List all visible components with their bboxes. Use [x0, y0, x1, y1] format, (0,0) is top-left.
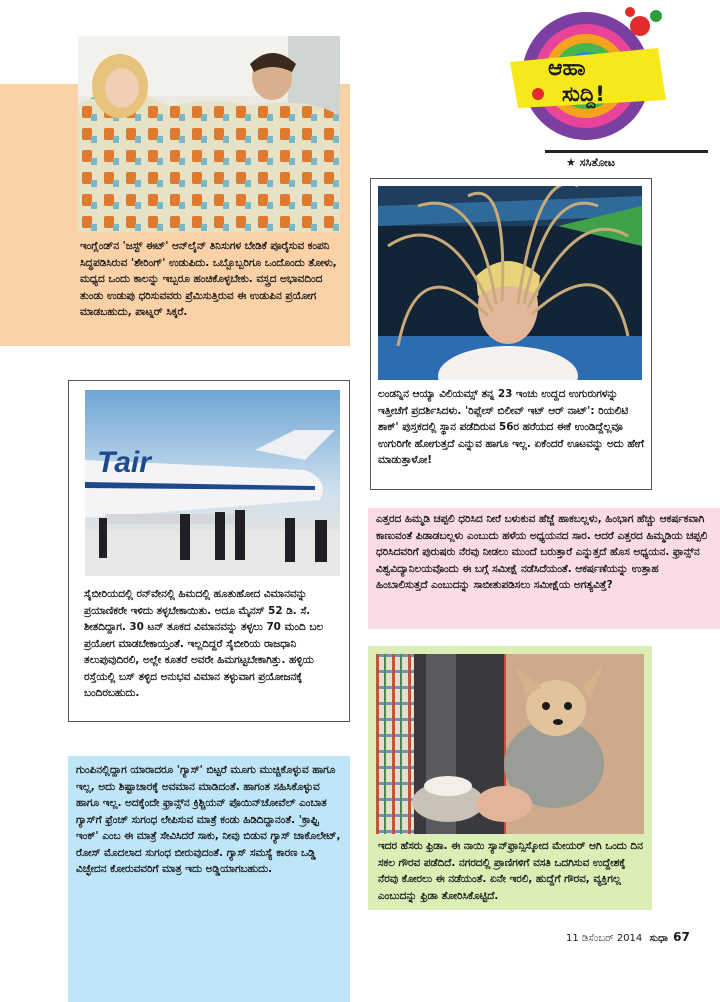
section-label: [566, 156, 615, 170]
logo-text-suddi: ಸುದ್ದಿ!: [562, 82, 605, 106]
onesie-caption-box: [80, 238, 342, 321]
dog-caption: ಇದರ ಹೆಸರು ಫ್ರಿಡಾ. ಈ ನಾಯಿ ಸ್ಯಾನ್‌ಫ್ರಾನ್ಸಿಸ್ಕೋದ ಮೇಯರ್ ಆಗಿ ಒಂದು ದಿನ ಸಕಲ ಗೌರವ ಪಡೆದಿದೆ. ನಗರದಲ್ಲಿ ಪ್ರಾಣಿಗಳಿಗೆ ವಸತಿ ಒದಗಿಸುವ ಉದ್ದೇಶಕ್ಕೆ ನೆರವು ಕೋರಲು ಈ ನಡೆಯಂತೆ. ಏನೇ ಇರಲಿ, ಹುದ್ದೆಗೆ ಗೌರವ, ವ್ಯಕ್ತಿಗಲ್ಲ ಎಂಬುದನ್ನು ಫ್ರಿಡಾ ತೋರಿಸಿಕೊಟ್ಟಿದೆ.: [378, 840, 643, 902]
star-icon: ★: [566, 156, 580, 169]
footer-date: 11 ಡಿಸೆಂಬರ್ 2014: [566, 933, 643, 944]
logo-rings-graphic: [508, 4, 676, 144]
logo-text-aha: ಆಹಾ: [548, 56, 586, 81]
nails-caption-box: [378, 386, 646, 469]
plane-airline-logo: Tair: [97, 446, 151, 479]
section-label-text: ಸಸಿತೋಟ: [579, 156, 616, 169]
dog-photo: [376, 654, 644, 834]
nails-photo: [378, 186, 642, 380]
footer-page-number: 67: [673, 930, 690, 944]
nails-caption: ಲಂಡನ್ನಿನ ಆಯ್ಯಾ ವಿಲಿಯಮ್ಸ್ ತನ್ನ 23 ಇಂಚು ಉದ್ದದ ಉಗುರುಗಳನ್ನು ಇತ್ತೀಚೆಗೆ ಪ್ರದರ್ಶಿಸಿದಳು. 'ರಿಪ್ಲೇಸ್ ಬಿಲೀವ್ ಇಟ್ ಆರ್ ನಾಟ್': ರಿಯಲಿಟಿ ಶಾಕ್' ಪುಸ್ತಕದಲ್ಲಿ ಸ್ಥಾನ ಪಡೆದಿರುವ 56ರ ಹರೆಯದ ಈಕೆ ಉಂಡಿದ್ದೆಲ್ಲವೂ ಉಗುರಿಗೇ ಹೋಗುತ್ತದೆ ಎನ್ನುವ ಹಾಗೂ ಇಲ್ಲ. ಏಕೆಂದರೆ ಊಟವನ್ನು ಅದು ಹೇಗೆ ಮಾಡುತ್ತಾಳೋ!: [378, 388, 644, 466]
plane-caption-box: [84, 586, 342, 702]
heels-caption-box: [376, 511, 712, 594]
section-rule: [545, 150, 708, 153]
dog-caption-box: [378, 838, 648, 904]
onesie-caption: ಇಂಗ್ಲೆಂಡ್‌ನ 'ಜಸ್ಟ್ ಈಟ್' ಆನ್‌ಲೈನ್ ತಿನಿಸುಗಳ ಬೇಡಿಕೆ ಪೂರೈಸುವ ಕಂಪನಿ ಸಿದ್ಧಪಡಿಸಿರುವ 'ಶೇರಿಂಗ್' ಉಡುಪಿದು. ಒಬ್ಬೊಬ್ಬರಿಗೂ ಒಂದೊಂದು ತೋಳು, ಮಧ್ಯದ ಒಂದು ಕಾಲನ್ನು ಇಬ್ಬರೂ ಹಂಚಿಕೊಳ್ಳಬೇಕು. ವಸ್ತ್ರದ ಅಭಾವದಿಂದ ತುಂಡು ಉಡುಪು ಧರಿಸುವವರು ಪ್ರೆಮಿಸುತ್ತಿರುವ ಈ ಉಡುಪಿನ ಪ್ರಯೋಗ ಮಾಡಬಹುದು, ಪಾಟ್ನರ್ ಸಿಕ್ಕರೆ.: [80, 240, 337, 318]
gas-caption-box: [76, 762, 344, 878]
gas-caption: ಗುಂಪಿನಲ್ಲಿದ್ದಾಗ ಯಾರಾದರೂ 'ಗ್ಯಾಸ್' ಬಿಟ್ಟರೆ ಮೂಗು ಮುಚ್ಚಿಕೊಳ್ಳುವ ಹಾಗೂ ಇಲ್ಲ, ಅದು ಶಿಷ್ಟಾಚಾರಕ್ಕೆ ಅವಮಾನ ಮಾಡಿದಂತೆ. ಹಾಗಂತ ಸಹಿಸಿಕೊಳ್ಳುವ ಹಾಗೂ ಇಲ್ಲ. ಅದಕ್ಕೆಂದೇ ಫ್ರಾನ್ಸ್‌ನ ಕ್ರಿಶ್ಚಿಯನ್ ಪೊಯಿನ್‌ಚೋವೆಲ್ ಎಂಬಾತ ಗ್ಯಾಸ್‌ಗೆ ಫ್ರೆಂಚ್ ಸುಗಂಧ ಲೇಪಿಸುವ ಮಾತ್ರೆ ಕಂಡು ಹಿಡಿದಿದ್ದಾನಂತೆ. 'ಕ್ರಾಫ್ಟಿ ಇಂಕ್' ಎಂಬ ಈ ಮಾತ್ರೆ ಸೇವಿಸಿದರೆ ಸಾಕು, ನೀವು ಬಿಡುವ ಗ್ಯಾಸ್ ಚಾಕೊಲೇಟ್, ರೋಸ್ ಮೊದಲಾದ ಸುಗಂಧ ಬೀರುವುದಂತೆ. ಗ್ಯಾಸ್ ಸಮಸ್ಯೆ ಕಾರಣ ಒಡ್ಡಿ ವಿಚ್ಛೇದನ ಕೋರುವವರಿಗೆ ಮಾತ್ರ ಇದು ಅಡ್ಡಿಯಾಗಬಹುದು.: [76, 764, 341, 875]
onesie-photo: [78, 36, 340, 232]
footer-magazine: ಸುಧಾ: [649, 933, 668, 944]
plane-caption: ಸೈಬೀರಿಯದಲ್ಲಿ ರನ್‌ವೇನಲ್ಲಿ ಹಿಮದಲ್ಲಿ ಹೂತುಹೋದ ವಿಮಾನವನ್ನು ಪ್ರಯಾಣಿಕರೇ ಇಳಿದು ತಳ್ಳಬೇಕಾಯಿತು. ಅದೂ ಮೈನಸ್ 52 ಡಿ. ಸೆ. ಶೀತದಿದ್ದಾಗ. 30 ಟನ್ ತೂಕದ ವಿಮಾನವನ್ನು ತಳ್ಳಲು 70 ಮಂದಿ ಬಲ ಪ್ರಯೋಗ ಮಾಡಬೇಕಾಯ್ತಂತೆ. ಇಲ್ಲದಿದ್ದರೆ ಸೈಬೀರಿಯ ರಾಜಧಾನಿ ತಲುಪುವುದಿರಲಿ, ಅಲ್ಲೇ ಕೂತರೆ ಅವರೇ ಹಿಮಗಟ್ಟಬೇಕಾಗಿತ್ತು. ಹಳ್ಳಿಯ ರಸ್ತೆಯಲ್ಲಿ ಬಸ್ ತಳ್ಳಿದ ಅನುಭವ ವಿಮಾನ ತಳ್ಳುವಾಗ ಪ್ರಯೋಜನಕ್ಕೆ ಬಂದಿರಬಹುದು.: [84, 588, 324, 699]
heels-caption: ಎತ್ತರದ ಹಿಮ್ಮಡಿ ಚಪ್ಪಲಿ ಧರಿಸಿದ ನೀರೆ ಬಳುಕುವ ಹೆಜ್ಜೆ ಹಾಕಬಲ್ಲಳು, ಹಿಂಭಾಗ ಹೆಚ್ಚು ಆಕರ್ಷಕವಾಗಿ ಕಾಣುವಂತೆ ಪಿಡಾಡಬಲ್ಲಳು ಎಂಬುದು ಹಳೆಯ ಅಧ್ಯಯನದ ಸಾರ. ಆದರೆ ಎತ್ತರದ ಹಿಮ್ಮಡಿಯ ಚಪ್ಪಲಿ ಧರಿಸಿದವರಿಗೆ ಪುರುಷರು ನೆರವು ನೀಡಲು ಮುಂದೆ ಬರುತ್ತಾರೆ ಎನ್ನುತ್ತದೆ ಹೊಸ ಅಧ್ಯಯನ. ಫ್ರಾನ್ಸ್‌ನ ವಿಶ್ವವಿದ್ಯಾನಿಲಯವೊಂದು ಈ ಬಗ್ಗೆ ಸಮೀಕ್ಷೆ ನಡೆಸಿದೆಯಂತೆ. ಆಕರ್ಷಣೆಯನ್ನು ಉತ್ತಾಹ ಹಿಂಬಾಲಿಸುತ್ತದೆ ಎಂಬುದನ್ನು ಸಾಬೀತುಪಡಿಸಲು ಸಮೀಕ್ಷೆಯ ಅಗತ್ಯವಿತ್ತೆ?: [376, 513, 708, 591]
page-footer: [566, 930, 690, 944]
aha-suddi-logo: [508, 4, 676, 144]
plane-photo: [85, 390, 340, 576]
